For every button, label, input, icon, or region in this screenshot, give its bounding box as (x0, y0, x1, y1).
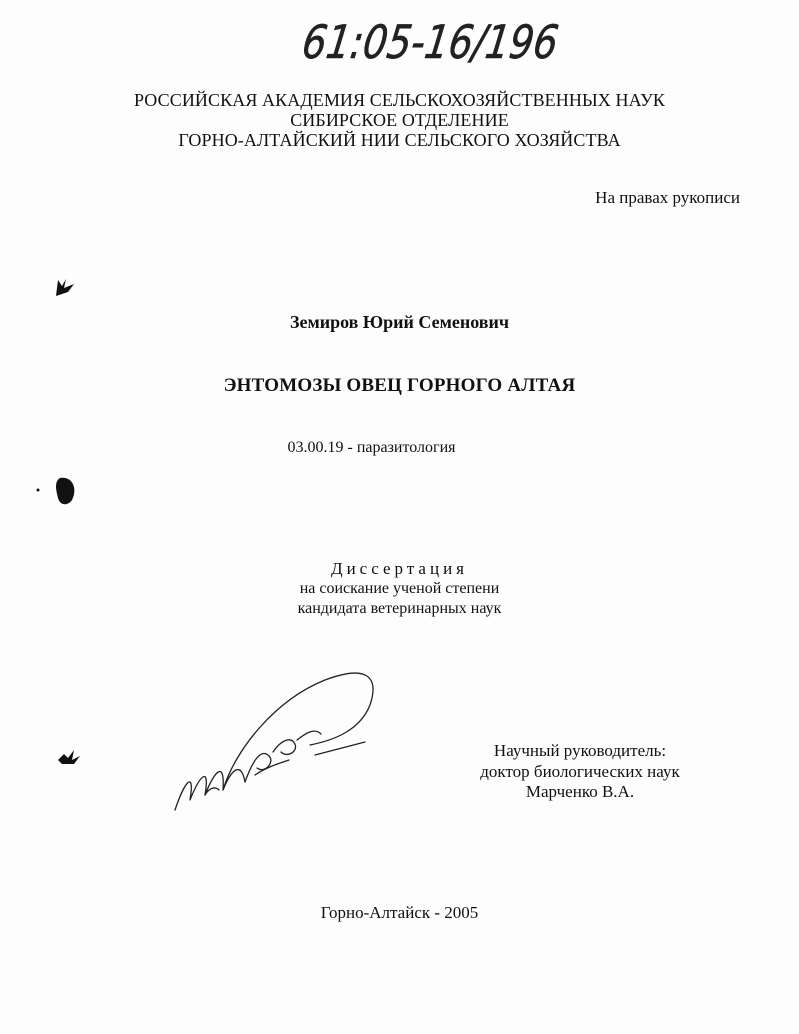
organization-line-1: РОССИЙСКАЯ АКАДЕМИЯ СЕЛЬСКОХОЗЯЙСТВЕННЫХ НАУК (133, 90, 666, 110)
margin-ink-blot (32, 474, 82, 508)
specialty-code: 03.00.19 - паразитология (287, 439, 456, 456)
advisor-degree: доктор биологических наук (480, 762, 680, 781)
dissertation-heading: Диссертация (330, 559, 468, 578)
organization-line-2: СИБИРСКОЕ ОТДЕЛЕНИЕ (290, 110, 509, 130)
margin-ink-mark (52, 276, 78, 298)
dissertation-degree-line: на соискание ученой степени (299, 580, 500, 597)
signature-scrawl (165, 660, 395, 820)
author-name: Земиров Юрий Семенович (289, 312, 510, 332)
advisor-name: Марченко В.А. (525, 782, 635, 801)
archive-handwritten-mark (299, 6, 618, 72)
margin-ink-mark-2 (54, 746, 84, 768)
dissertation-field-line: кандидата ветеринарных наук (297, 600, 502, 617)
dissertation-title: ЭНТОМОЗЫ ОВЕЦ ГОРНОГО АЛТАЯ (223, 375, 576, 396)
organization-line-3: ГОРНО-АЛТАЙСКИЙ НИИ СЕЛЬСКОГО ХОЗЯЙСТВА (178, 130, 621, 150)
city-year: Горно-Алтайск - 2005 (320, 903, 479, 922)
advisor-label: Научный руководитель: (493, 741, 667, 760)
archive-mark-text: 61:05-16/196 (299, 15, 618, 69)
manuscript-note: На правах рукописи (595, 188, 740, 207)
